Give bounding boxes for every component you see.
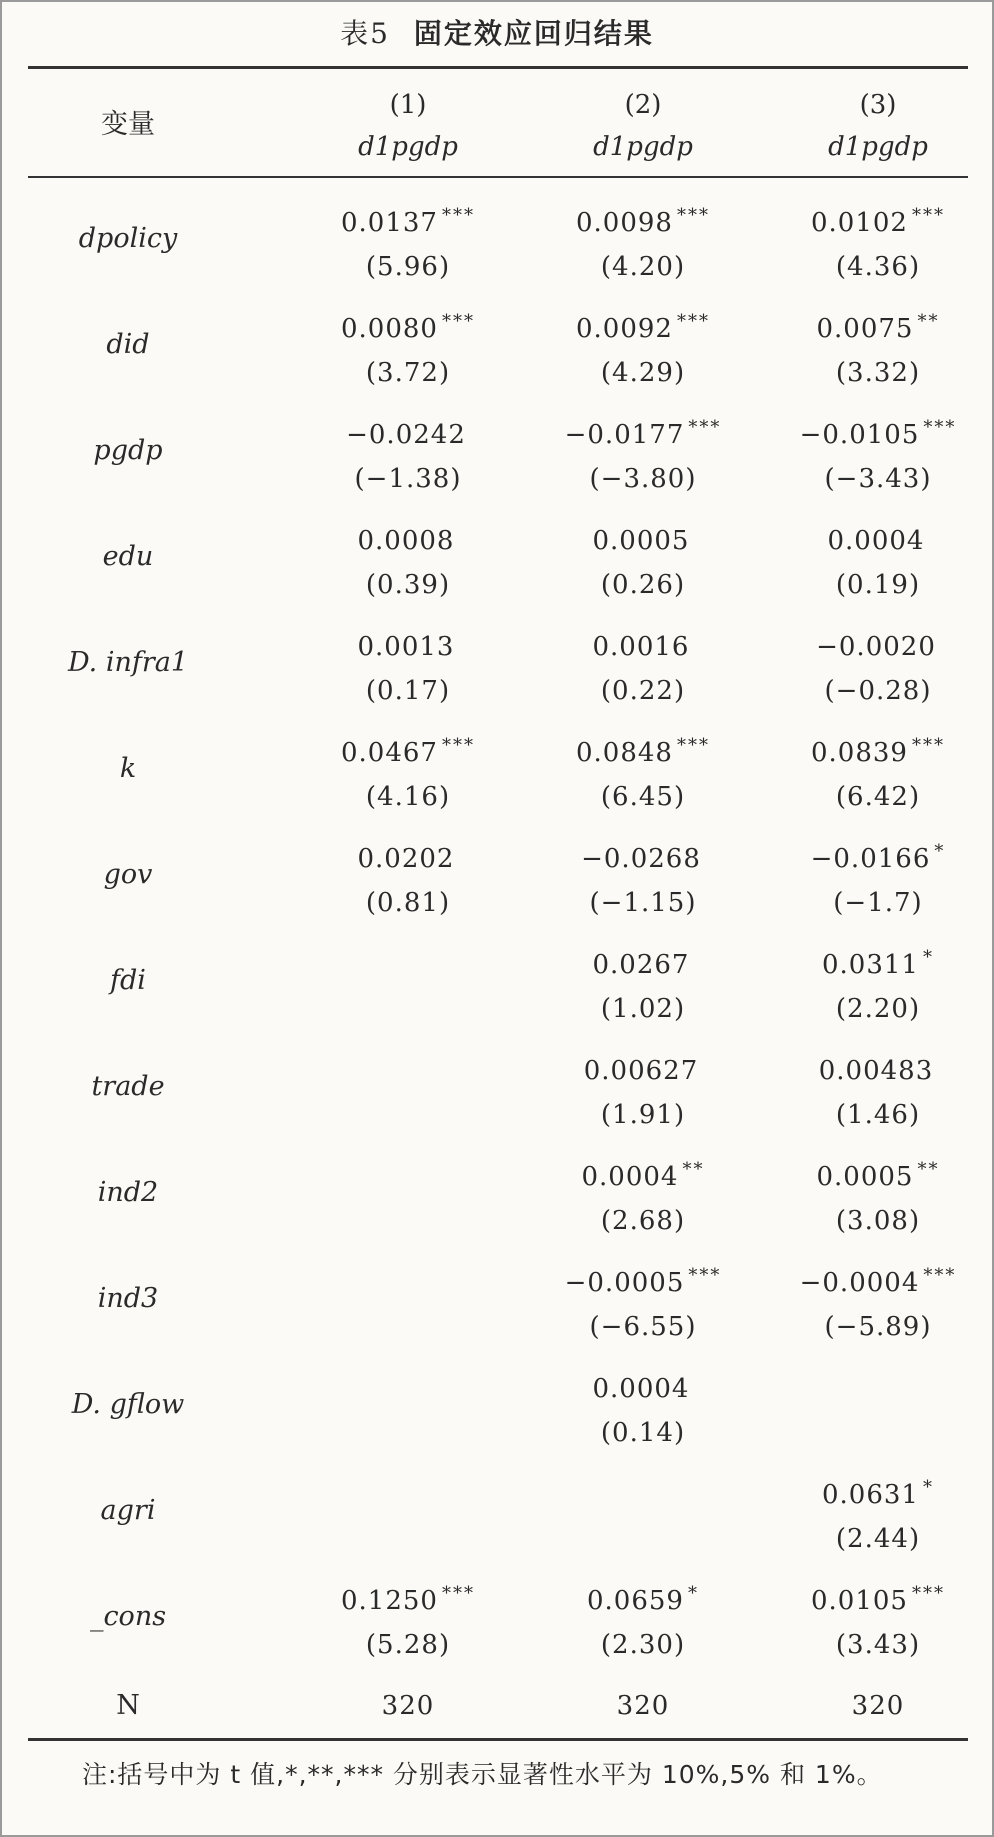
t-value: (−3.80) [589,464,697,494]
t-value: (3.08) [835,1206,921,1236]
coef-line [758,1466,994,1517]
column-header-3 [758,84,994,168]
coef-line [758,1148,994,1199]
coef-cell [758,830,994,925]
coef-line [288,300,528,351]
table-row [28,1564,968,1670]
t-value: (4.20) [600,252,686,282]
coefficient: −0.0242 [346,420,466,450]
coefficient: −0.0020 [816,632,936,662]
t-value: (1.46) [835,1100,921,1130]
t-value: (0.22) [600,676,686,706]
coef-line [288,618,528,669]
coefficient: 0.0631 [822,1480,919,1510]
t-value: (5.28) [365,1630,451,1660]
significance-stars: *** [688,1265,722,1286]
table-row [28,186,968,292]
coef-line [758,300,994,351]
coef-line [288,406,528,457]
row-label: trade [91,1071,165,1102]
coef-cell [288,724,528,819]
t-value: (−6.55) [589,1312,697,1342]
t-value: (1.91) [600,1100,686,1130]
coef-cell [523,1042,763,1137]
coef-cell [288,1148,528,1199]
significance-stars: * [922,947,934,968]
coef-line [523,1466,763,1517]
t-value: (−1.7) [833,888,923,918]
t-value: (3.32) [835,358,921,388]
coef-line [758,406,994,457]
coef-cell [523,1148,763,1243]
coef-line [758,512,994,563]
coef-line [288,512,528,563]
row-label: did [106,329,150,360]
coef-line [288,194,528,245]
coef-cell [758,618,994,713]
coef-line [523,1360,763,1411]
observations-row [28,1676,968,1736]
column-number: (3) [859,90,897,120]
coef-line [288,1572,528,1623]
table-row [28,1352,968,1458]
t-value: (−0.28) [824,676,932,706]
coef-cell [758,1254,994,1349]
column-header-1 [288,84,528,168]
coef-line [523,830,763,881]
table-row [28,292,968,398]
significance-stars: *** [923,1265,957,1286]
significance-stars: *** [923,417,957,438]
variable-header: 变量 [101,109,155,140]
coef-cell [523,1572,763,1667]
row-label: gov [103,859,153,890]
coef-line [758,1042,994,1093]
row-label: fdi [110,965,146,996]
coef-cell [523,300,763,395]
coef-cell [758,724,994,819]
column-dependent-var: d1pgdp [358,132,458,162]
coef-cell [758,1148,994,1243]
coef-line [288,1148,528,1199]
coef-line [758,936,994,987]
coef-line [523,1254,763,1305]
t-value: (2.68) [600,1206,686,1236]
coef-line [523,936,763,987]
coefficient: 0.00483 [818,1056,934,1086]
coef-cell [758,194,994,289]
coefficient: 0.0008 [357,526,455,556]
coefficient: −0.0177 [564,420,685,450]
coef-line [288,830,528,881]
coef-cell [288,300,528,395]
coef-cell [758,936,994,1031]
coef-line [758,1572,994,1623]
t-value: (0.26) [600,570,686,600]
coef-cell [288,830,528,925]
t-value: (0.17) [365,676,451,706]
t-value: (6.42) [835,782,921,812]
coef-line [523,1148,763,1199]
table-row [28,822,968,928]
coef-cell [288,194,528,289]
table-row [28,504,968,610]
coef-cell [288,1572,528,1667]
table-row [28,1140,968,1246]
significance-stars: *** [441,311,475,332]
t-value: (0.14) [600,1418,686,1448]
row-label: edu [102,541,154,572]
row-label: ind2 [97,1177,159,1208]
column-header-2 [523,84,763,168]
coef-cell [523,406,763,501]
coefficient: 0.0005 [592,526,690,556]
significance-stars: *** [441,205,475,226]
row-label: pgdp [93,435,163,466]
coefficient: 0.0202 [357,844,455,874]
coef-cell [758,406,994,501]
t-value: (−5.89) [824,1312,932,1342]
t-value: (−3.43) [824,464,932,494]
coef-cell [288,1254,528,1305]
row-label: k [119,753,137,784]
coef-cell [758,1572,994,1667]
significance-stars: ** [682,1159,705,1180]
coefficient: −0.0004 [799,1268,920,1298]
coef-cell [523,1360,763,1455]
coefficient: 0.0004 [592,1374,690,1404]
coef-line [288,1360,528,1411]
coef-line [288,1466,528,1517]
coefficient: 0.0659 [587,1586,684,1616]
coefficient: 0.0004 [827,526,925,556]
coef-line [523,406,763,457]
n-value: 320 [381,1691,435,1721]
table-number: 表5 [340,17,390,50]
coef-line [288,1042,528,1093]
coefficient: 0.0075 [816,314,914,344]
significance-stars: *** [911,205,945,226]
n-value: 320 [851,1691,905,1721]
top-rule [28,66,968,69]
table-row [28,716,968,822]
significance-stars: * [687,1583,699,1604]
coef-line [288,936,528,987]
coef-cell [523,936,763,1031]
t-value: (4.36) [835,252,921,282]
t-value: (5.96) [365,252,451,282]
coef-cell [288,618,528,713]
coefficient: 0.0080 [341,314,438,344]
t-value: (2.20) [835,994,921,1024]
coef-line [758,1254,994,1305]
table-row [28,1034,968,1140]
column-number: (1) [389,90,427,120]
coefficient: 0.0016 [592,632,690,662]
coefficient: 0.0092 [576,314,673,344]
significance-stars: *** [911,1583,945,1604]
coef-line [523,724,763,775]
coefficient: 0.00627 [583,1056,699,1086]
coef-line [288,1254,528,1305]
coef-cell [523,1254,763,1349]
coef-cell [523,618,763,713]
significance-stars: *** [676,205,710,226]
coef-cell [523,830,763,925]
row-label: ind3 [97,1283,159,1314]
significance-stars: *** [911,735,945,756]
t-value: (4.16) [365,782,451,812]
significance-stars: ** [917,1159,940,1180]
coefficient: −0.0005 [564,1268,685,1298]
column-dependent-var: d1pgdp [828,132,928,162]
table-row [28,398,968,504]
n-value: 320 [616,1691,670,1721]
table-caption: 固定效应回归结果 [413,17,654,50]
significance-stars: *** [676,735,710,756]
coef-line [758,1360,994,1411]
table-row [28,1458,968,1564]
t-value: (4.29) [600,358,686,388]
coefficient: 0.0137 [341,208,438,238]
significance-stars: *** [441,1583,475,1604]
header-rule [28,176,968,178]
coef-line [523,194,763,245]
significance-stars: *** [676,311,710,332]
table-row [28,928,968,1034]
coef-cell [758,300,994,395]
bottom-rule [28,1738,968,1741]
row-label: N [116,1690,140,1721]
coef-cell [758,1466,994,1561]
coefficient: 0.0467 [341,738,438,768]
coefficient: −0.0268 [581,844,701,874]
t-value: (2.44) [835,1524,921,1554]
t-value: (0.81) [365,888,451,918]
coefficient: −0.0105 [799,420,920,450]
coefficient: 0.0098 [576,208,673,238]
coef-cell [758,1042,994,1137]
t-value: (−1.38) [354,464,462,494]
coef-cell [288,1466,528,1517]
significance-stars: * [934,841,946,862]
coefficient: 0.0848 [576,738,673,768]
coef-line [288,724,528,775]
significance-stars: *** [688,417,722,438]
significance-stars: ** [917,311,940,332]
coef-cell [288,1042,528,1093]
t-value: (3.72) [365,358,451,388]
t-value: (0.39) [365,570,451,600]
coef-cell [288,406,528,501]
coefficient: 0.0839 [811,738,908,768]
table-row [28,610,968,716]
coefficient: 0.0267 [592,950,690,980]
coef-line [758,724,994,775]
coef-line [523,300,763,351]
coefficient: −0.0166 [810,844,931,874]
coef-line [758,830,994,881]
coefficient: 0.0105 [811,1586,908,1616]
coef-cell [288,512,528,607]
coef-cell [758,1360,994,1411]
coef-line [523,1042,763,1093]
coef-line [758,194,994,245]
coefficient: 0.0004 [581,1162,679,1192]
coef-cell [523,512,763,607]
coefficient: 0.0013 [357,632,455,662]
coef-cell [288,936,528,987]
coefficient: 0.1250 [341,1586,438,1616]
t-value: (3.43) [835,1630,921,1660]
t-value: (6.45) [600,782,686,812]
row-label: agri [100,1495,156,1526]
coef-line [523,512,763,563]
coef-line [758,618,994,669]
significance-stars: *** [441,735,475,756]
t-value: (2.30) [600,1630,686,1660]
coef-cell [523,724,763,819]
column-number: (2) [624,90,662,120]
row-label: _cons [89,1601,167,1632]
coefficient: 0.0005 [816,1162,914,1192]
table-note: 注:括号中为 t 值,*,**,*** 分别表示显著性水平为 10%,5% 和 1%。 [82,1760,883,1789]
table-row [28,1246,968,1352]
row-label: dpolicy [78,223,178,254]
t-value: (1.02) [600,994,686,1024]
coef-cell [758,512,994,607]
t-value: (0.19) [835,570,921,600]
coef-cell [523,1466,763,1517]
coefficient: 0.0311 [822,950,919,980]
column-dependent-var: d1pgdp [593,132,693,162]
table-title [0,12,994,56]
coef-cell [288,1360,528,1411]
row-label: D. gflow [71,1389,185,1420]
t-value: (−1.15) [589,888,697,918]
coef-cell [523,194,763,289]
significance-stars: * [922,1477,934,1498]
row-label: D. infra1 [67,647,189,678]
coef-line [523,618,763,669]
coef-line [523,1572,763,1623]
coefficient: 0.0102 [811,208,908,238]
